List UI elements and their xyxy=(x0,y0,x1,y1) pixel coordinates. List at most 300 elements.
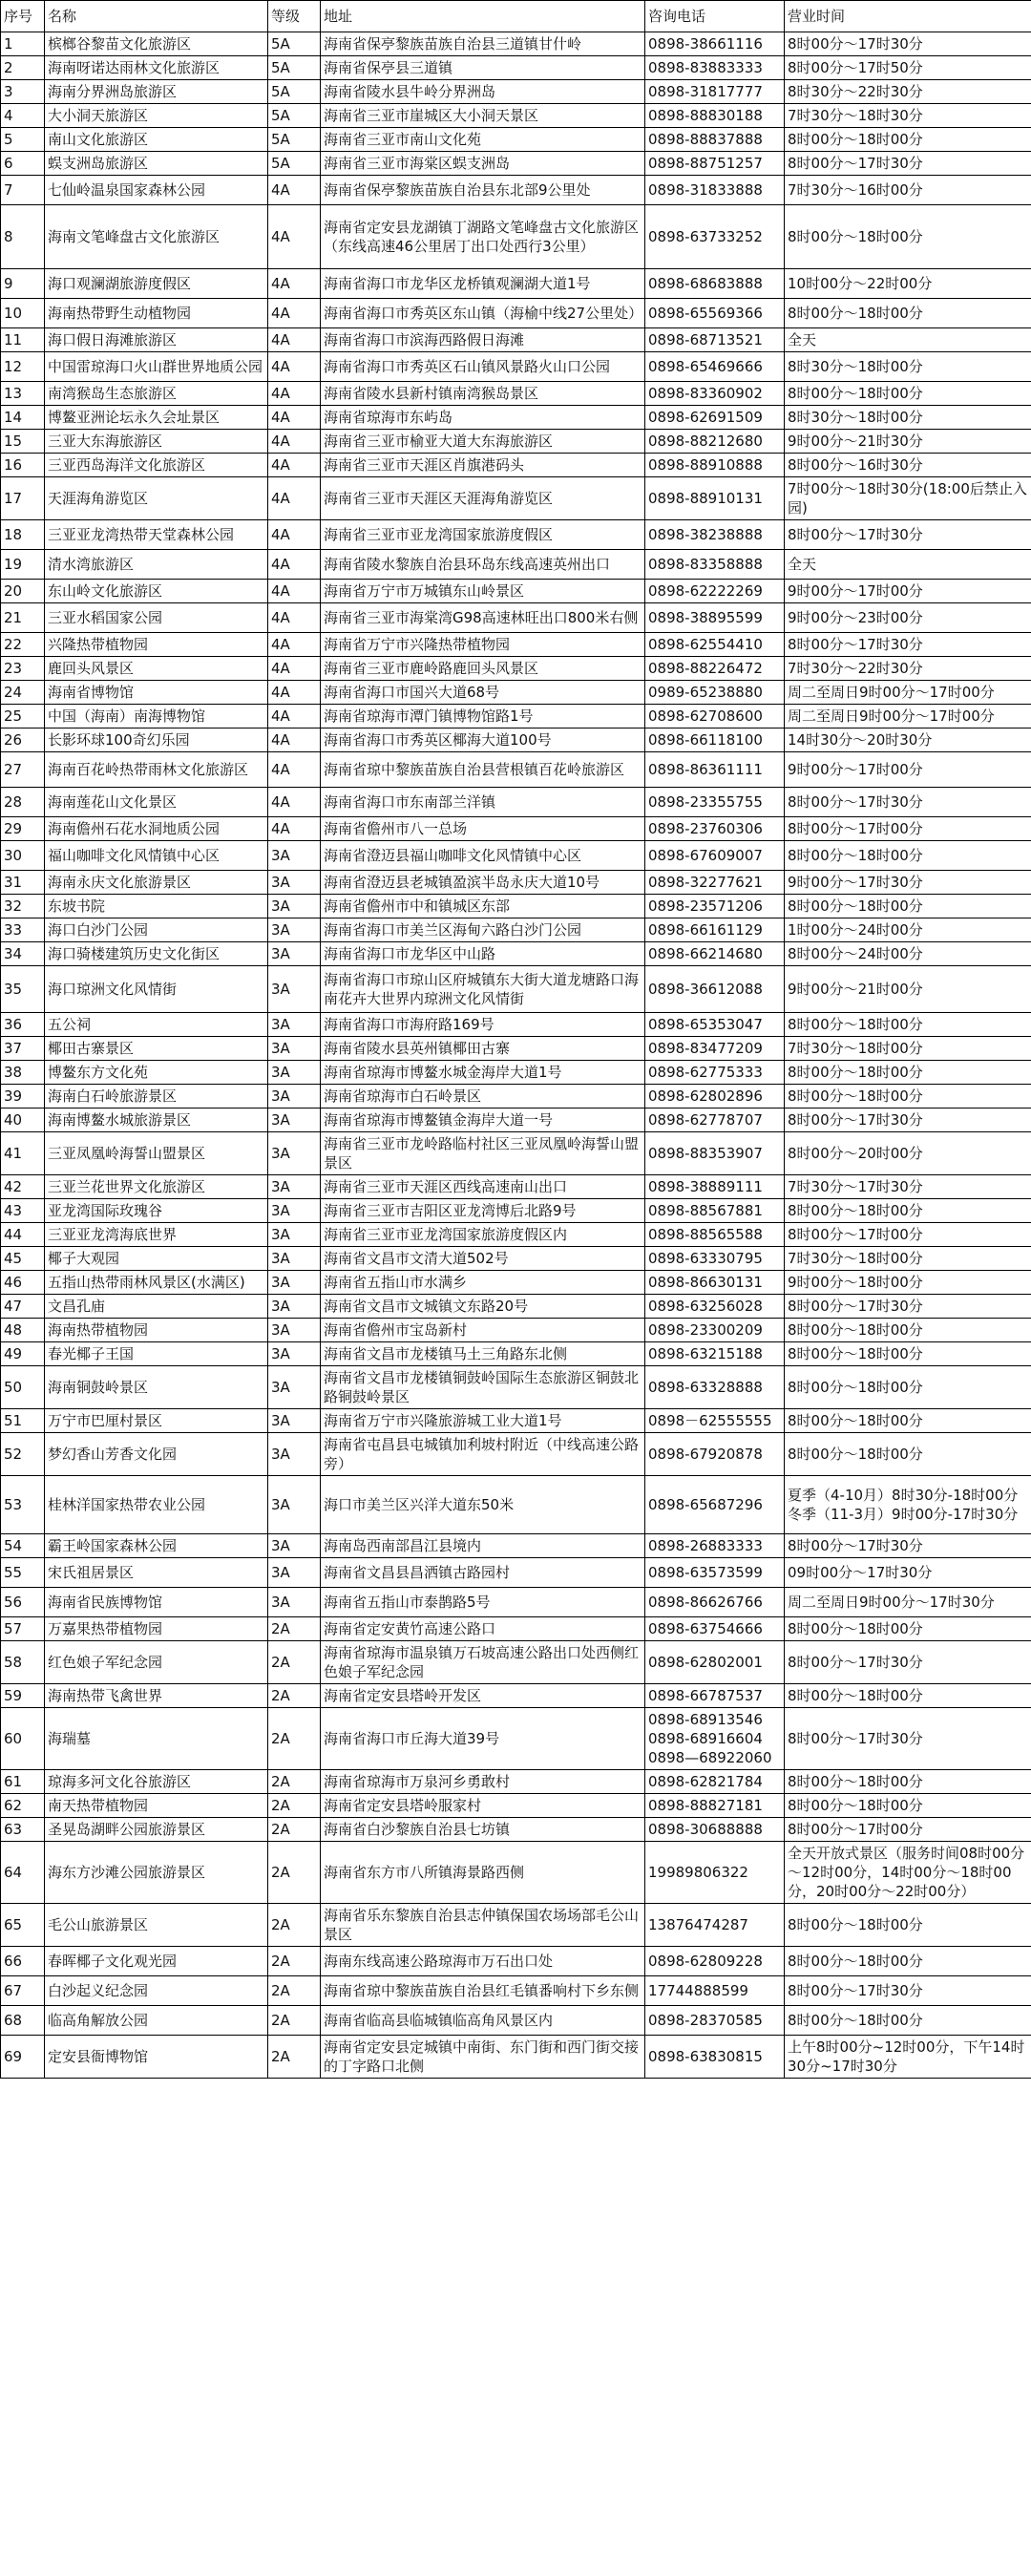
cell-name: 万宁市巴厘村景区 xyxy=(45,1409,268,1433)
cell-name: 海东方沙滩公园旅游景区 xyxy=(45,1842,268,1904)
cell-address: 海南省定安黄竹高速公路口 xyxy=(321,1617,645,1641)
cell-name: 南山文化旅游区 xyxy=(45,128,268,152)
cell-hours: 8时00分～18时00分 xyxy=(785,1319,1031,1342)
table-row xyxy=(1,1013,1031,1037)
cell-index: 64 xyxy=(1,1842,45,1904)
table-row xyxy=(1,352,1031,382)
cell-level: 4A xyxy=(268,550,321,580)
cell-name: 春光椰子王国 xyxy=(45,1342,268,1366)
cell-hours: 8时00分～18时00分 xyxy=(785,1061,1031,1085)
cell-name: 海南省民族博物馆 xyxy=(45,1588,268,1617)
table-row xyxy=(1,1842,1031,1904)
cell-phone: 0898-26883333 xyxy=(645,1534,785,1558)
table-row xyxy=(1,128,1031,152)
cell-address: 海南省海口市丘海大道39号 xyxy=(321,1708,645,1770)
table-row xyxy=(1,1037,1031,1061)
cell-level: 2A xyxy=(268,2036,321,2079)
cell-index: 9 xyxy=(1,269,45,299)
cell-hours: 10时00分～22时00分 xyxy=(785,269,1031,299)
table-row xyxy=(1,1271,1031,1295)
table-row xyxy=(1,32,1031,56)
cell-phone: 0898-30688888 xyxy=(645,1818,785,1842)
cell-address: 海南省五指山市泰鹊路5号 xyxy=(321,1588,645,1617)
cell-hours: 夏季（4-10月）8时30分-18时00分 冬季（11-3月）9时00分-17时30分 xyxy=(785,1476,1031,1534)
cell-level: 4A xyxy=(268,817,321,841)
table-row xyxy=(1,56,1031,80)
cell-level: 3A xyxy=(268,841,321,871)
cell-phone: 0898-62554410 xyxy=(645,633,785,657)
table-row xyxy=(1,841,1031,871)
cell-phone: 0898-62809228 xyxy=(645,1947,785,1976)
cell-index: 54 xyxy=(1,1534,45,1558)
cell-hours: 7时30分～18时00分 xyxy=(785,1247,1031,1271)
cell-hours: 8时00分～17时00分 xyxy=(785,1818,1031,1842)
cell-hours: 8时00分～18时00分 xyxy=(785,1617,1031,1641)
cell-address: 海南省琼海市白石岭景区 xyxy=(321,1085,645,1109)
cell-level: 4A xyxy=(268,269,321,299)
table-row xyxy=(1,752,1031,788)
cell-level: 2A xyxy=(268,1904,321,1947)
table-row xyxy=(1,1433,1031,1476)
cell-address: 海南省文昌县昌洒镇古路园村 xyxy=(321,1558,645,1588)
cell-level: 2A xyxy=(268,2006,321,2036)
cell-index: 31 xyxy=(1,871,45,895)
cell-phone: 0898-38889111 xyxy=(645,1175,785,1199)
cell-address: 海南岛西南部昌江县境内 xyxy=(321,1534,645,1558)
cell-level: 4A xyxy=(268,352,321,382)
cell-level: 4A xyxy=(268,176,321,205)
table-row xyxy=(1,580,1031,603)
cell-hours: 全天 xyxy=(785,328,1031,352)
table-row xyxy=(1,1132,1031,1175)
cell-level: 3A xyxy=(268,1247,321,1271)
cell-address: 海南省琼中黎族苗族自治县红毛镇番响村下乡东侧 xyxy=(321,1976,645,2006)
cell-hours: 8时00分～18时00分 xyxy=(785,841,1031,871)
cell-address: 海南省海口市秀英区石山镇风景路火山口公园 xyxy=(321,352,645,382)
cell-index: 67 xyxy=(1,1976,45,2006)
cell-phone: 17744888599 xyxy=(645,1976,785,2006)
cell-level: 4A xyxy=(268,788,321,817)
cell-level: 2A xyxy=(268,1947,321,1976)
cell-phone: 0898-36612088 xyxy=(645,966,785,1013)
cell-name: 大小洞天旅游区 xyxy=(45,104,268,128)
table-row xyxy=(1,1476,1031,1534)
cell-address: 海南省定安县塔岭服家村 xyxy=(321,1794,645,1818)
cell-name: 海南热带植物园 xyxy=(45,1319,268,1342)
cell-address: 海南省陵水县牛岭分界洲岛 xyxy=(321,80,645,104)
table-row xyxy=(1,454,1031,477)
table-row xyxy=(1,1641,1031,1684)
cell-name: 海口假日海滩旅游区 xyxy=(45,328,268,352)
cell-phone: 0898-88567881 xyxy=(645,1199,785,1223)
cell-hours: 8时00分～17时30分 xyxy=(785,520,1031,550)
cell-address: 海南省三亚市海棠湾G98高速林旺出口800米右侧 xyxy=(321,603,645,633)
cell-address: 海南省三亚市天涯区西线高速南山出口 xyxy=(321,1175,645,1199)
cell-index: 19 xyxy=(1,550,45,580)
table-row xyxy=(1,1175,1031,1199)
cell-index: 34 xyxy=(1,942,45,966)
cell-hours: 8时00分～18时00分 xyxy=(785,1770,1031,1794)
cell-level: 3A xyxy=(268,1342,321,1366)
cell-address: 海口市美兰区兴洋大道东50米 xyxy=(321,1476,645,1534)
cell-name: 春晖椰子文化观光园 xyxy=(45,1947,268,1976)
cell-level: 4A xyxy=(268,205,321,269)
cell-level: 2A xyxy=(268,1641,321,1684)
cell-address: 海南省陵水县英州镇椰田古寨 xyxy=(321,1037,645,1061)
cell-name: 五公祠 xyxy=(45,1013,268,1037)
cell-address: 海南省三亚市崖城区大小洞天景区 xyxy=(321,104,645,128)
cell-phone: 0898-88226472 xyxy=(645,657,785,681)
table-row xyxy=(1,1085,1031,1109)
cell-index: 65 xyxy=(1,1904,45,1947)
header-name: 名称 xyxy=(45,1,268,32)
cell-index: 43 xyxy=(1,1199,45,1223)
cell-hours: 8时00分～17时30分 xyxy=(785,1295,1031,1319)
table-row xyxy=(1,788,1031,817)
table-row xyxy=(1,1409,1031,1433)
cell-name: 博鳌亚洲论坛永久会址景区 xyxy=(45,406,268,430)
cell-name: 毛公山旅游景区 xyxy=(45,1904,268,1947)
cell-phone: 0898-63754666 xyxy=(645,1617,785,1641)
cell-level: 4A xyxy=(268,728,321,752)
cell-phone: 0898-83358888 xyxy=(645,550,785,580)
cell-address: 海南省文昌市龙楼镇马土三角路东北侧 xyxy=(321,1342,645,1366)
cell-phone: 0898-63215188 xyxy=(645,1342,785,1366)
cell-phone: 0898-63733252 xyxy=(645,205,785,269)
cell-phone: 0898-63330795 xyxy=(645,1247,785,1271)
cell-level: 3A xyxy=(268,1409,321,1433)
cell-index: 3 xyxy=(1,80,45,104)
table-row xyxy=(1,328,1031,352)
cell-level: 3A xyxy=(268,1061,321,1085)
cell-hours: 8时00分～18时00分 xyxy=(785,1199,1031,1223)
cell-index: 41 xyxy=(1,1132,45,1175)
cell-phone: 0898-88751257 xyxy=(645,152,785,176)
cell-address: 海南省琼海市温泉镇万石坡高速公路出口处西侧红色娘子军纪念园 xyxy=(321,1641,645,1684)
cell-address: 海南省定安县塔岭开发区 xyxy=(321,1684,645,1708)
cell-address: 海南省琼海市潭门镇博物馆路1号 xyxy=(321,705,645,728)
cell-phone: 0898-62821784 xyxy=(645,1770,785,1794)
cell-phone: 0898-63830815 xyxy=(645,2036,785,2079)
cell-index: 50 xyxy=(1,1366,45,1409)
cell-hours: 9时00分～18时00分 xyxy=(785,1271,1031,1295)
cell-phone: 0898-23300209 xyxy=(645,1319,785,1342)
cell-level: 3A xyxy=(268,942,321,966)
cell-index: 2 xyxy=(1,56,45,80)
cell-level: 5A xyxy=(268,80,321,104)
cell-phone: 0898-88837888 xyxy=(645,128,785,152)
header-level: 等级 xyxy=(268,1,321,32)
cell-level: 3A xyxy=(268,1013,321,1037)
table-row xyxy=(1,1342,1031,1366)
cell-level: 3A xyxy=(268,871,321,895)
cell-index: 17 xyxy=(1,477,45,520)
cell-name: 海口琼洲文化风情街 xyxy=(45,966,268,1013)
cell-hours: 8时30分～18时00分 xyxy=(785,352,1031,382)
cell-index: 61 xyxy=(1,1770,45,1794)
cell-index: 36 xyxy=(1,1013,45,1037)
cell-index: 44 xyxy=(1,1223,45,1247)
cell-hours: 全天开放式景区（服务时间08时00分～12时00分，14时00分～18时00分，20时00分～22时00分） xyxy=(785,1842,1031,1904)
cell-name: 三亚西岛海洋文化旅游区 xyxy=(45,454,268,477)
cell-name: 三亚兰花世界文化旅游区 xyxy=(45,1175,268,1199)
cell-address: 海南省保亭黎族苗族自治县东北部9公里处 xyxy=(321,176,645,205)
cell-level: 3A xyxy=(268,1199,321,1223)
cell-level: 3A xyxy=(268,1132,321,1175)
cell-address: 海南省海口市东南部兰洋镇 xyxy=(321,788,645,817)
cell-name: 万嘉果热带植物园 xyxy=(45,1617,268,1641)
cell-hours: 8时00分～18时00分 xyxy=(785,1409,1031,1433)
cell-name: 长影环球100奇幻乐园 xyxy=(45,728,268,752)
cell-hours: 8时00分～17时30分 xyxy=(785,633,1031,657)
cell-index: 16 xyxy=(1,454,45,477)
cell-name: 临高角解放公园 xyxy=(45,2006,268,2036)
cell-hours: 8时00分～18时00分 xyxy=(785,299,1031,328)
cell-phone: 0898-65353047 xyxy=(645,1013,785,1037)
cell-level: 3A xyxy=(268,1085,321,1109)
cell-hours: 8时00分～17时30分 xyxy=(785,1976,1031,2006)
cell-phone: 0898-86361111 xyxy=(645,752,785,788)
cell-address: 海南省海口市滨海西路假日海滩 xyxy=(321,328,645,352)
table-row xyxy=(1,1794,1031,1818)
header-index: 序号 xyxy=(1,1,45,32)
cell-name: 海瑞墓 xyxy=(45,1708,268,1770)
cell-phone: 0898-31833888 xyxy=(645,176,785,205)
cell-index: 37 xyxy=(1,1037,45,1061)
cell-hours: 8时00分～17时30分 xyxy=(785,1109,1031,1132)
cell-hours: 8时30分～22时30分 xyxy=(785,80,1031,104)
cell-name: 三亚凤凰岭海誓山盟景区 xyxy=(45,1132,268,1175)
cell-index: 21 xyxy=(1,603,45,633)
cell-index: 58 xyxy=(1,1641,45,1684)
table-row xyxy=(1,895,1031,918)
cell-index: 1 xyxy=(1,32,45,56)
cell-phone: 19989806322 xyxy=(645,1842,785,1904)
cell-hours: 8时00分～24时00分 xyxy=(785,942,1031,966)
cell-index: 60 xyxy=(1,1708,45,1770)
cell-address: 海南省琼海市东屿岛 xyxy=(321,406,645,430)
cell-phone: 0898-23355755 xyxy=(645,788,785,817)
cell-hours: 7时30分～16时00分 xyxy=(785,176,1031,205)
cell-hours: 8时00分～16时30分 xyxy=(785,454,1031,477)
cell-address: 海南省海口市海府路169号 xyxy=(321,1013,645,1037)
cell-level: 4A xyxy=(268,328,321,352)
cell-address: 海南省澄迈县老城镇盈滨半岛永庆大道10号 xyxy=(321,871,645,895)
cell-phone: 0898-62775333 xyxy=(645,1061,785,1085)
cell-name: 桂林洋国家热带农业公园 xyxy=(45,1476,268,1534)
cell-level: 3A xyxy=(268,1271,321,1295)
cell-name: 三亚亚龙湾海底世界 xyxy=(45,1223,268,1247)
table-row xyxy=(1,269,1031,299)
cell-phone: 0898-66787537 xyxy=(645,1684,785,1708)
cell-hours: 7时30分～17时30分 xyxy=(785,1175,1031,1199)
cell-name: 海南白石岭旅游景区 xyxy=(45,1085,268,1109)
table-row xyxy=(1,1588,1031,1617)
cell-name: 海南永庆文化旅游景区 xyxy=(45,871,268,895)
cell-phone: 0898-38661116 xyxy=(645,32,785,56)
cell-hours: 8时00分～17时30分 xyxy=(785,152,1031,176)
table-row xyxy=(1,1617,1031,1641)
cell-phone: 0898-86626766 xyxy=(645,1588,785,1617)
cell-address: 海南省定安县龙湖镇丁湖路文笔峰盘古文化旅游区（东线高速46公里居丁出口处西行3公里） xyxy=(321,205,645,269)
cell-hours: 8时00分～18时00分 xyxy=(785,1904,1031,1947)
cell-address: 海南省定安县定城镇中南街、东门街和西门街交接的丁字路口北侧 xyxy=(321,2036,645,2079)
cell-hours: 09时00分～17时30分 xyxy=(785,1558,1031,1588)
cell-level: 4A xyxy=(268,657,321,681)
cell-index: 25 xyxy=(1,705,45,728)
cell-index: 62 xyxy=(1,1794,45,1818)
cell-phone: 0898-23571206 xyxy=(645,895,785,918)
cell-index: 57 xyxy=(1,1617,45,1641)
cell-phone: 0898－62555555 xyxy=(645,1409,785,1433)
cell-phone: 0898-83883333 xyxy=(645,56,785,80)
cell-index: 24 xyxy=(1,681,45,705)
cell-address: 海南省澄迈县福山咖啡文化风情镇中心区 xyxy=(321,841,645,871)
cell-level: 4A xyxy=(268,406,321,430)
cell-name: 红色娘子军纪念园 xyxy=(45,1641,268,1684)
cell-level: 4A xyxy=(268,633,321,657)
cell-index: 63 xyxy=(1,1818,45,1842)
cell-index: 66 xyxy=(1,1947,45,1976)
cell-address: 海南东线高速公路琼海市万石出口处 xyxy=(321,1947,645,1976)
cell-name: 蜈支洲岛旅游区 xyxy=(45,152,268,176)
table-row xyxy=(1,1770,1031,1794)
cell-address: 海南省海口市国兴大道68号 xyxy=(321,681,645,705)
cell-phone: 0898-88212680 xyxy=(645,430,785,454)
table-row xyxy=(1,633,1031,657)
cell-name: 中国雷琼海口火山群世界地质公园 xyxy=(45,352,268,382)
cell-name: 三亚水稻国家公园 xyxy=(45,603,268,633)
cell-address: 海南省三亚市亚龙湾国家旅游度假区内 xyxy=(321,1223,645,1247)
cell-address: 海南省文昌市龙楼镇铜鼓岭国际生态旅游区铜鼓北路铜鼓岭景区 xyxy=(321,1366,645,1409)
table-row xyxy=(1,966,1031,1013)
cell-level: 4A xyxy=(268,454,321,477)
table-row xyxy=(1,1295,1031,1319)
cell-level: 5A xyxy=(268,128,321,152)
cell-name: 宋氏祖居景区 xyxy=(45,1558,268,1588)
cell-level: 4A xyxy=(268,520,321,550)
cell-hours: 7时30分～22时30分 xyxy=(785,657,1031,681)
cell-level: 2A xyxy=(268,1770,321,1794)
cell-address: 海南省海口市龙华区龙桥镇观澜湖大道1号 xyxy=(321,269,645,299)
table-row xyxy=(1,1534,1031,1558)
cell-address: 海南省万宁市兴隆热带植物园 xyxy=(321,633,645,657)
table-row xyxy=(1,382,1031,406)
cell-address: 海南省三亚市海棠区蜈支洲岛 xyxy=(321,152,645,176)
table-row xyxy=(1,430,1031,454)
cell-index: 27 xyxy=(1,752,45,788)
cell-level: 2A xyxy=(268,1842,321,1904)
cell-name: 海口骑楼建筑历史文化街区 xyxy=(45,942,268,966)
cell-index: 10 xyxy=(1,299,45,328)
table-row xyxy=(1,299,1031,328)
cell-index: 13 xyxy=(1,382,45,406)
cell-phone: 0898-32277621 xyxy=(645,871,785,895)
cell-index: 26 xyxy=(1,728,45,752)
cell-name: 海南分界洲岛旅游区 xyxy=(45,80,268,104)
table-row xyxy=(1,705,1031,728)
cell-phone: 0898-38238888 xyxy=(645,520,785,550)
cell-hours: 8时00分～18时00分 xyxy=(785,2006,1031,2036)
cell-phone: 0898-66214680 xyxy=(645,942,785,966)
cell-address: 海南省海口市琼山区府城镇东大街大道龙塘路口海南花卉大世界内琼洲文化风情街 xyxy=(321,966,645,1013)
cell-index: 20 xyxy=(1,580,45,603)
cell-address: 海南省文昌市文城镇文东路20号 xyxy=(321,1295,645,1319)
cell-name: 七仙岭温泉国家森林公园 xyxy=(45,176,268,205)
cell-hours: 8时00分～18时00分 xyxy=(785,1085,1031,1109)
cell-level: 2A xyxy=(268,1684,321,1708)
cell-hours: 8时00分～18时00分 xyxy=(785,1433,1031,1476)
cell-name: 海口观澜湖旅游度假区 xyxy=(45,269,268,299)
cell-hours: 8时00分～18时00分 xyxy=(785,382,1031,406)
cell-name: 梦幻香山芳香文化园 xyxy=(45,1433,268,1476)
cell-name: 白沙起义纪念园 xyxy=(45,1976,268,2006)
table-row xyxy=(1,80,1031,104)
cell-index: 68 xyxy=(1,2006,45,2036)
cell-level: 3A xyxy=(268,966,321,1013)
table-row xyxy=(1,477,1031,520)
table-row xyxy=(1,2036,1031,2079)
cell-index: 47 xyxy=(1,1295,45,1319)
cell-phone: 0898-88910131 xyxy=(645,477,785,520)
cell-hours: 7时30分～18时00分 xyxy=(785,1037,1031,1061)
cell-index: 51 xyxy=(1,1409,45,1433)
cell-phone: 0898-68913546 0898-68916604 0898—68922060 xyxy=(645,1708,785,1770)
table-row xyxy=(1,2006,1031,2036)
cell-hours: 9时00分～17时00分 xyxy=(785,752,1031,788)
cell-hours: 14时30分～20时30分 xyxy=(785,728,1031,752)
cell-phone: 0898-28370585 xyxy=(645,2006,785,2036)
cell-index: 33 xyxy=(1,918,45,942)
cell-phone: 0898-66161129 xyxy=(645,918,785,942)
cell-address: 海南省保亭黎族苗族自治县三道镇甘什岭 xyxy=(321,32,645,56)
cell-index: 32 xyxy=(1,895,45,918)
cell-address: 海南省陵水县新村镇南湾猴岛景区 xyxy=(321,382,645,406)
cell-phone: 0898-88565588 xyxy=(645,1223,785,1247)
cell-level: 3A xyxy=(268,918,321,942)
cell-hours: 8时00分～17时00分 xyxy=(785,1223,1031,1247)
cell-level: 2A xyxy=(268,1976,321,2006)
cell-level: 4A xyxy=(268,681,321,705)
cell-name: 圣晃岛湖畔公园旅游景区 xyxy=(45,1818,268,1842)
cell-name: 东坡书院 xyxy=(45,895,268,918)
cell-name: 海南热带飞禽世界 xyxy=(45,1684,268,1708)
cell-level: 4A xyxy=(268,603,321,633)
cell-address: 海南省海口市秀英区东山镇（海榆中线27公里处） xyxy=(321,299,645,328)
cell-index: 48 xyxy=(1,1319,45,1342)
cell-level: 3A xyxy=(268,1366,321,1409)
cell-level: 2A xyxy=(268,1794,321,1818)
cell-name: 海南百花岭热带雨林文化旅游区 xyxy=(45,752,268,788)
cell-level: 2A xyxy=(268,1818,321,1842)
cell-hours: 8时00分～18时00分 xyxy=(785,1342,1031,1366)
cell-level: 4A xyxy=(268,430,321,454)
cell-phone: 13876474287 xyxy=(645,1904,785,1947)
cell-address: 海南省五指山市水满乡 xyxy=(321,1271,645,1295)
cell-phone: 0898-62778707 xyxy=(645,1109,785,1132)
table-row xyxy=(1,817,1031,841)
cell-hours: 8时00分～18时00分 xyxy=(785,1794,1031,1818)
cell-phone: 0898-65469666 xyxy=(645,352,785,382)
cell-name: 清水湾旅游区 xyxy=(45,550,268,580)
cell-level: 5A xyxy=(268,32,321,56)
cell-index: 4 xyxy=(1,104,45,128)
table-row xyxy=(1,1558,1031,1588)
table-row xyxy=(1,1319,1031,1342)
cell-name: 椰子大观园 xyxy=(45,1247,268,1271)
table-row xyxy=(1,657,1031,681)
cell-level: 4A xyxy=(268,580,321,603)
